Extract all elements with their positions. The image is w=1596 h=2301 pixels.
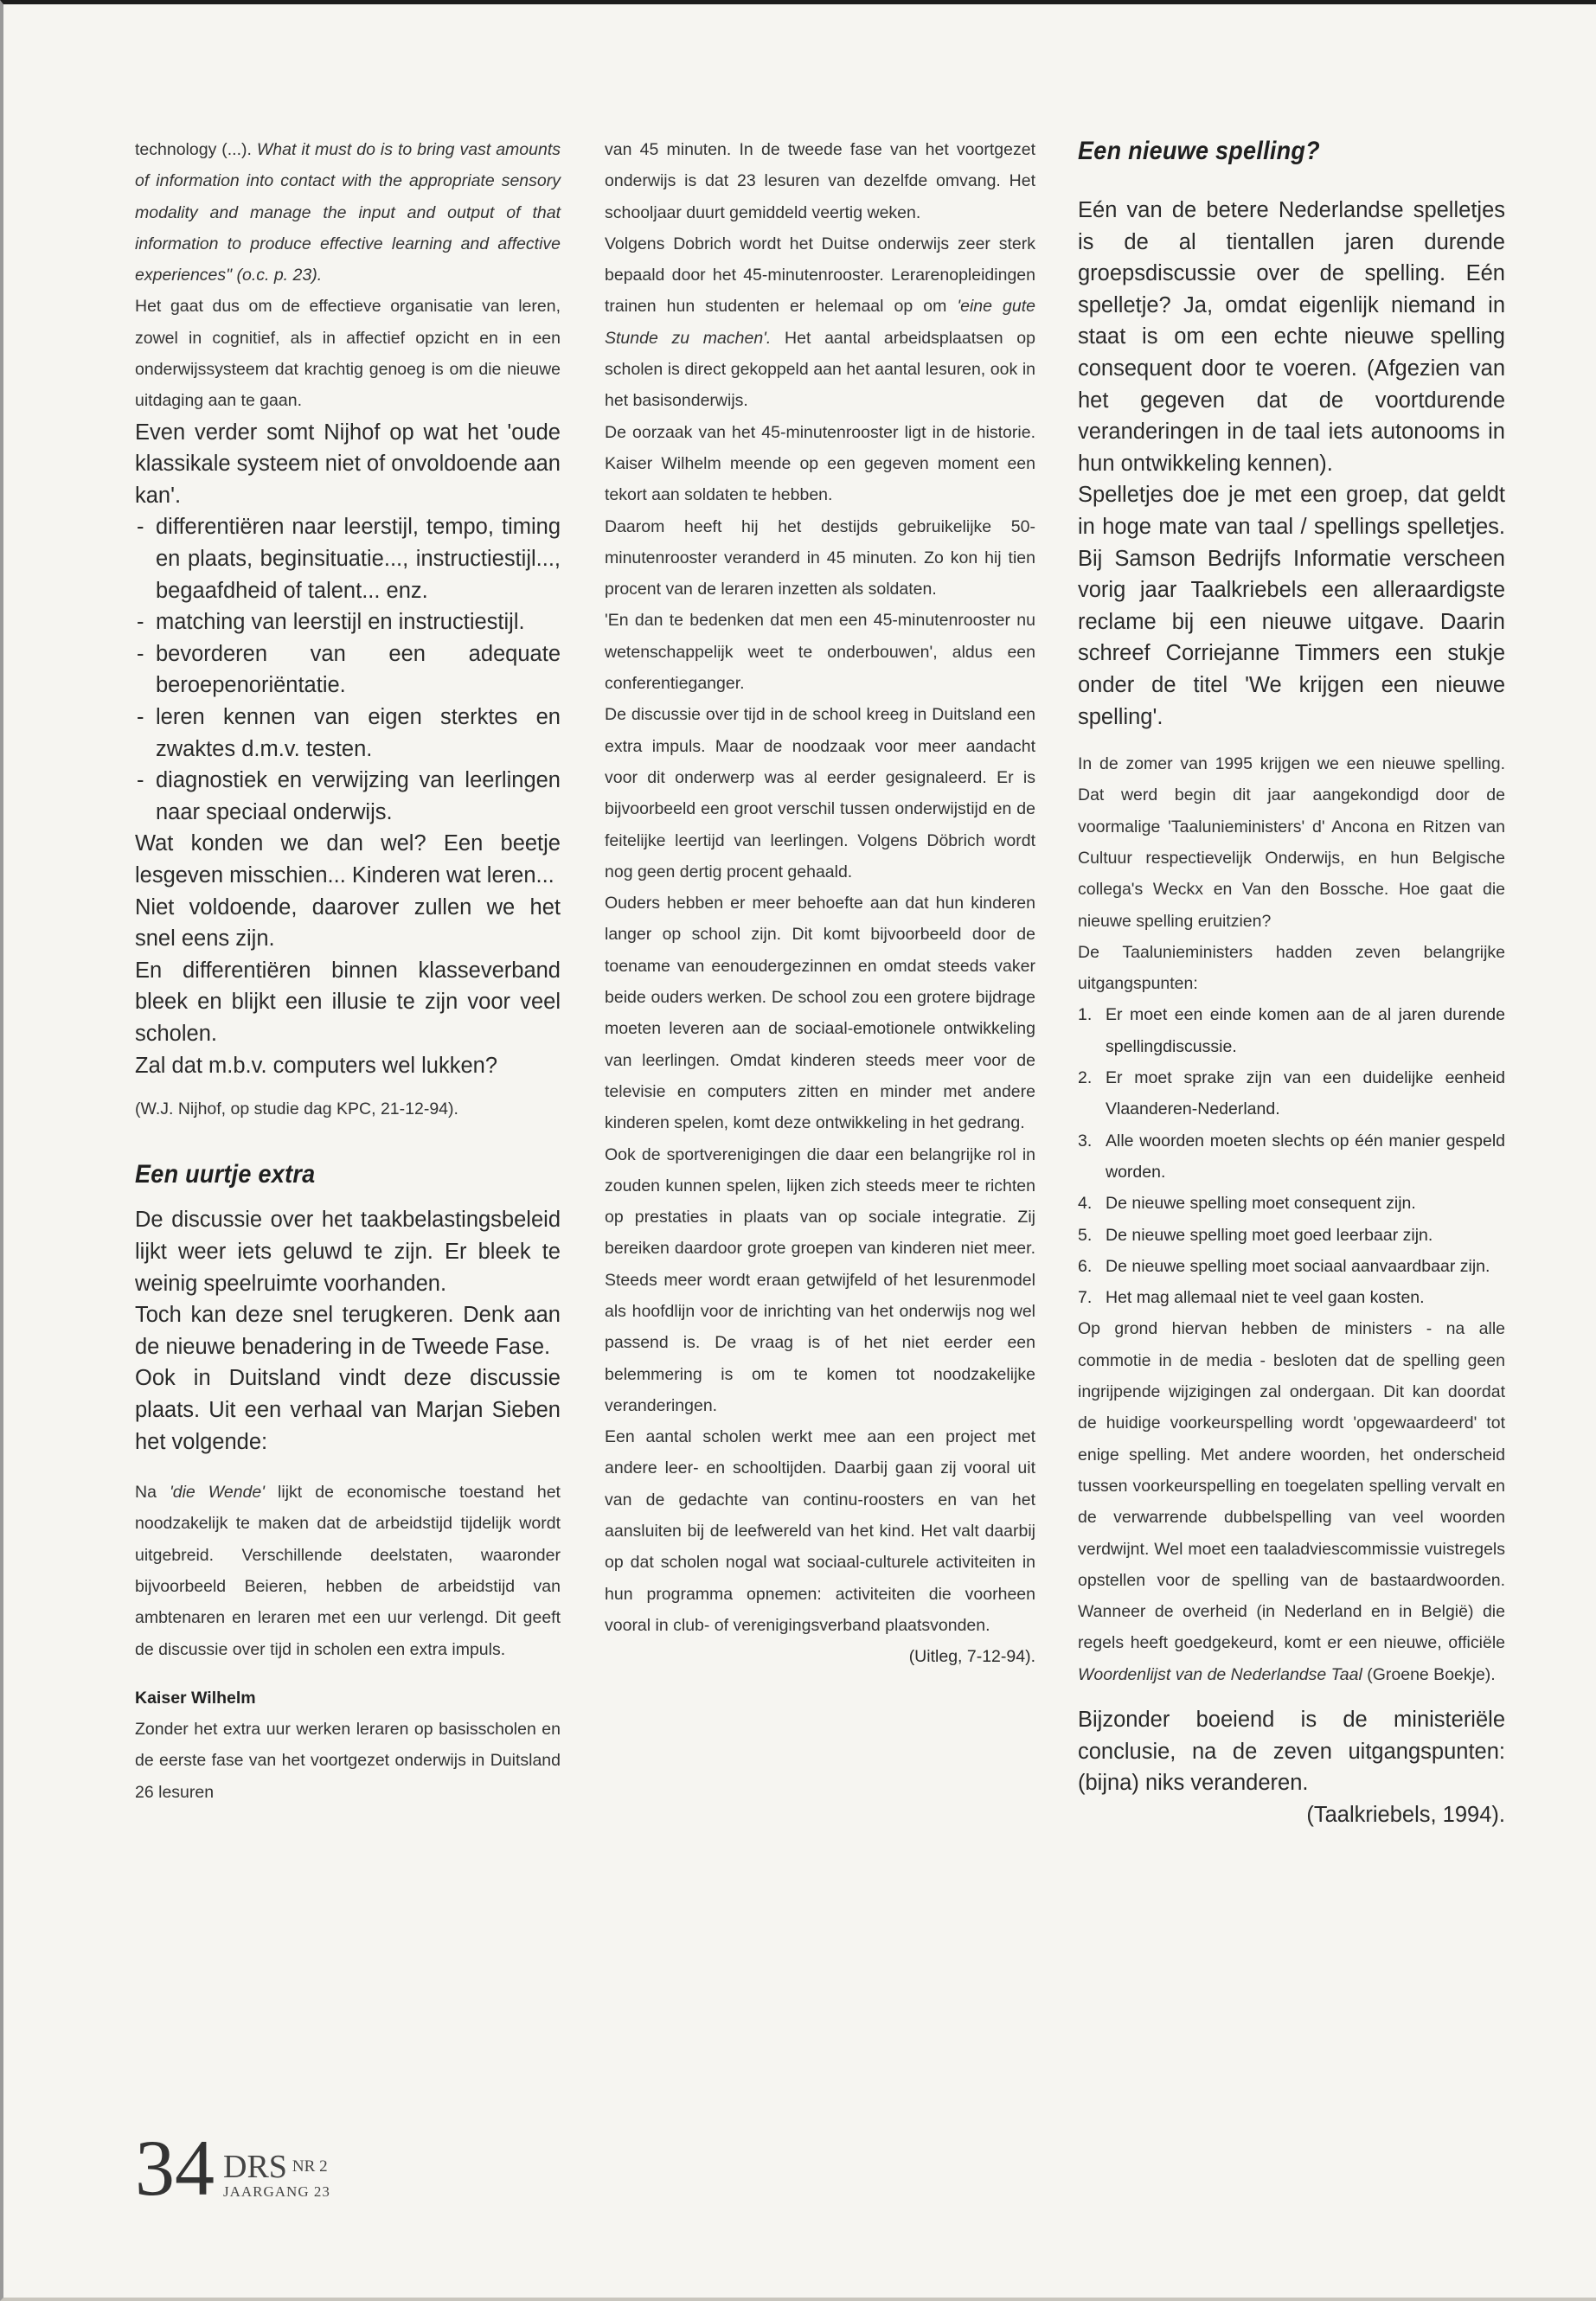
list-number: 5.: [1078, 1225, 1093, 1245]
paragraph: Eén van de betere Nederlandse spelletjes is de al tientallen jaren durende groepsdiscussie over de spelling. Eén spelletje? Ja, omdat eigenlijk niemand in staat is om een echte nieuwe spelling consequent door te voeren. (Afgezien van het gegeven dat de voortdurende veranderingen in de taal iets autonooms in hun ontwikkeling kennen).: [1078, 198, 1505, 476]
magazine-masthead: [223, 2151, 330, 2202]
paragraph: van 45 minuten. In de tweede fase van het voortgezet onderwijs is dat 23 lesuren van dezelfde omvang. Het schooljaar duurt gemiddeld veertig weken.: [605, 140, 1035, 222]
list-item: - leren kennen van eigen sterktes en zwaktes d.m.v. testen.: [135, 702, 561, 765]
paragraph: Daarom heeft hij het destijds gebruikelijke 50-minutenrooster veranderd in 45 minuten. Zo kon hij tien procent van de leraren inzetten als soldaten.: [605, 516, 1035, 599]
italic-text: 'die Wende': [170, 1483, 265, 1503]
quoted-paragraph: [135, 1477, 561, 1665]
italic-text: 'eine gute Stunde zu machen'.: [605, 297, 1035, 348]
issue-number: NR 2: [292, 2157, 328, 2176]
magazine-title: DRS: [223, 2149, 287, 2185]
paragraph: De discussie over het taakbelastingsbeleid lijkt weer iets geluwd te zijn. Er bleek te weinig speelruimte voorhanden.: [135, 1208, 561, 1296]
list-text: Het mag allemaal niet te veel gaan kosten.: [1106, 1288, 1425, 1308]
paragraph: Spelletjes doe je met een groep, dat geldt in hoge mate van taal / spellings spelletjes. Bij Samson Bedrijfs Informatie verscheen vorig jaar Taalkriebels een alleraardigste reclame bij een nieuwe uitgave. Daarin schreef Corriejanne Timmers een stukje onder de titel 'We krijgen een nieuwe spelling'.: [1078, 483, 1505, 729]
list-text: De nieuwe spelling moet goed leerbaar zijn.: [1106, 1225, 1433, 1245]
list-item: [1078, 999, 1505, 1062]
paragraph: De Taalunieministers hadden zeven belangrijke uitgangspunten:: [1078, 942, 1505, 994]
quote-italic: What it must do is to bring vast amounts of information into contact with the appropriate sensory modality and manage the input and output of that information to produce effective learning and affective experiences" (o.c. p. 23).: [135, 140, 561, 285]
paragraph: Zonder het extra uur werken leraren op basisscholen en de eerste fase van het voortgezet onderwijs in Duitsland 26 lesuren: [135, 1719, 561, 1802]
text-run: Op grond hiervan hebben de ministers - na alle commotie in de media - besloten dat de spelling geen ingrijpende wijzigingen zal ondergaan. Dit kan doordat de huidige voorkeurspelling wordt 'opgewaardeerd' tot enige spelling. Met andere woorden, het onderscheid tussen voorkeurspelling en toegelaten spelling vervalt en de verwarrende dubbelspelling van veel woorden verdwijnt. Wel moet een taaladviescommissie vuistregels opstellen voor de spelling van de bastaardwoorden. Wanneer de overheid (in Nederland en in België) die regels heeft goedgekeurd, komt er een nieuwe, officiële: [1078, 1319, 1505, 1653]
text-run: Het aantal arbeidsplaatsen op scholen is direct gekoppeld aan het aantal lesuren, ook in het basisonderwijs.: [605, 328, 1035, 411]
volume-label: JAARGANG 23: [223, 2183, 330, 2200]
text-run: Volgens Dobrich wordt het Duitse onderwijs zeer sterk bepaald door het 45-minutenrooster. Lerarenopleidingen trainen hun studenten er helemaal op om: [605, 234, 1035, 317]
quote-start: technology (...).: [135, 140, 257, 159]
paragraph: 'En dan te bedenken dat men een 45-minutenrooster nu wetenschappelijk weet te onderbouwen', aldus een conferentieganger.: [605, 611, 1035, 694]
paragraph: De oorzaak van het 45-minutenrooster ligt in de historie. Kaiser Wilhelm meende op een gegeven moment een tekort aan soldaten te hebben.: [605, 422, 1035, 505]
quote-paragraph: [135, 134, 561, 291]
page-number: 34: [135, 2124, 215, 2212]
column-3: [1078, 134, 1505, 1830]
list-item: [1078, 1220, 1505, 1251]
column-1: [135, 134, 561, 1808]
paragraph: Ook de sportverenigingen die daar een belangrijke rol in zouden kunnen spelen, lijken zich steeds meer te richten op prestaties in plaats van op sociale integratie. Zij bereiken daardoor grote groepen van kinderen niet meer. Steeds meer wordt eraan getwijfeld of het lesurenmodel als hoofdlijn voor de inrichting van het onderwijs nog wel passend is. De vraag is of het niet eerder een belemmering is om te komen tot noodzakelijke veranderingen.: [605, 1144, 1035, 1415]
italic-text: Woordenlijst van de Nederlandse Taal: [1078, 1664, 1362, 1684]
section-heading: Een uurtje extra: [135, 1160, 316, 1189]
list-item: - differentiëren naar leerstijl, tempo, timing en plaats, beginsituatie..., instructiestijl..., begaafdheid of talent... enz.: [135, 511, 561, 606]
paragraph: In de zomer van 1995 krijgen we een nieuwe spelling. Dat werd begin dit jaar aangekondigd door de voormalige 'Taalunieministers' d' Ancona en Ritzen van Cultuur respectievelijk Onderwijs, en hun Belgische collega's Weckx en Van den Bossche. Hoe gaat die nieuwe spelling eruitzien?: [1078, 754, 1505, 931]
list-item: [1078, 1188, 1505, 1219]
list-text: Er moet een einde komen aan de al jaren durende spellingdiscussie.: [1106, 1005, 1505, 1056]
column-2: [605, 134, 1035, 1673]
text-run: (Groene Boekje).: [1362, 1664, 1496, 1684]
paragraph: Toch kan deze snel terugkeren. Denk aan de nieuwe benadering in de Tweede Fase.: [135, 1303, 561, 1359]
paragraph: [605, 228, 1035, 417]
list-number: 3.: [1078, 1131, 1093, 1150]
paragraph: Ouders hebben er meer behoefte aan dat hun kinderen langer op school zijn. Dit komt bijvoorbeeld door de toename van eenoudergezinnen en omdat steeds vaker beide ouders werken. De school zou een grotere bijdrage moeten leveren aan de sociaal-emotionele ontwikkeling van leerlingen. Omdat kinderen steeds meer voor de televisie en computers zitten en minder met andere kinderen spelen, komt deze ontwikkeling in het gedrang.: [605, 894, 1035, 1133]
paragraph: Bijzonder boeiend is de ministeriële conclusie, na de zeven uitgangspunten: (bijna) niks veranderen.: [1078, 1708, 1505, 1796]
source-citation: (Uitleg, 7-12-94).: [908, 1647, 1035, 1667]
list-number: 7.: [1078, 1288, 1093, 1308]
paragraph: Niet voldoende, daarover zullen we het snel eens zijn.: [135, 894, 561, 952]
page-footer: [135, 2124, 330, 2212]
list-item: [1078, 1282, 1505, 1313]
paragraph: Het gaat dus om de effectieve organisatie van leren, zowel in cognitief, als in affectief opzicht en in een onderwijssysteem dat krachtig genoeg is om die nieuwe uitdaging aan te gaan.: [135, 297, 561, 411]
list-item: - bevorderen van een adequate beroepenoriëntatie.: [135, 638, 561, 702]
list-text: Alle woorden moeten slechts op één manier gespeld worden.: [1106, 1131, 1505, 1182]
paragraph: Een aantal scholen werkt mee aan een project met andere leer- en schooltijden. Daarbij gaan zij vooral uit van de gedachte van continu-roosters en van het aansluiten bij de leefwereld van het kind. Het valt daarbij op dat scholen nogal wat sociaal-culturele activiteiten in hun programma opnemen: activiteiten die voorheen vooral in club- of verenigingsverband plaatsvonden.: [605, 1427, 1035, 1635]
bullet-list: [135, 511, 561, 828]
list-item: [1078, 1125, 1505, 1189]
list-number: 2.: [1078, 1068, 1093, 1088]
list-item: - diagnostiek en verwijzing van leerlingen naar speciaal onderwijs.: [135, 765, 561, 828]
list-number: 1.: [1078, 1005, 1093, 1025]
list-item: - matching van leerstijl en instructiestijl.: [135, 606, 561, 638]
list-text: De nieuwe spelling moet consequent zijn.: [1106, 1194, 1416, 1214]
list-number: 4.: [1078, 1194, 1093, 1214]
section-heading: Een nieuwe spelling?: [1078, 137, 1320, 165]
paragraph: De discussie over tijd in de school kreeg in Duitsland een extra impuls. Maar de noodzaak voor meer aandacht voor dit onderwerp was al eerder gesignaleerd. Er is bijvoorbeeld een groot verschil tussen onderwijstijd en de feitelijke leertijd van leerlingen. Volgens Döbrich wordt nog geen dertig procent gehaald.: [605, 705, 1035, 881]
paragraph: Ook in Duitsland vindt deze discussie plaats. Uit een verhaal van Marjan Sieben het volgende:: [135, 1366, 561, 1454]
paragraph: Even verder somt Nijhof op wat het 'oude klassikale systeem niet of onvoldoende aan kan'.: [135, 420, 561, 508]
text-run: lijkt de economische toestand het noodzakelijk te maken dat de arbeidstijd tijdelijk wordt uitgebreid. Verschillende deelstaten, waaronder bijvoorbeeld Beieren, hebben de arbeidstijd van ambtenaren en leraren met een uur verlengd. Dit geeft de discussie over tijd in scholen een extra impuls.: [135, 1483, 561, 1659]
subheading: Kaiser Wilhelm: [135, 1688, 256, 1708]
numbered-list: [1078, 999, 1505, 1313]
paragraph: Zal dat m.b.v. computers wel lukken?: [135, 1053, 498, 1078]
source-citation: (Taalkriebels, 1994).: [1306, 1802, 1505, 1827]
paragraph: En differentiëren binnen klasseverband bleek en blijkt een illusie te zijn voor veel scholen.: [135, 958, 561, 1046]
text-run: Na: [135, 1483, 170, 1503]
list-number: 6.: [1078, 1256, 1093, 1276]
source-citation: (W.J. Nijhof, op studie dag KPC, 21-12-94).: [135, 1099, 458, 1119]
paragraph: Wat konden we dan wel? Een beetje lesgeven misschien... Kinderen wat leren...: [135, 831, 561, 888]
paragraph: [1078, 1313, 1505, 1690]
list-item: [1078, 1062, 1505, 1125]
list-text: Er moet sprake zijn van een duidelijke eenheid Vlaanderen-Nederland.: [1106, 1068, 1505, 1119]
list-text: De nieuwe spelling moet sociaal aanvaardbaar zijn.: [1106, 1256, 1490, 1276]
list-item: [1078, 1251, 1505, 1282]
